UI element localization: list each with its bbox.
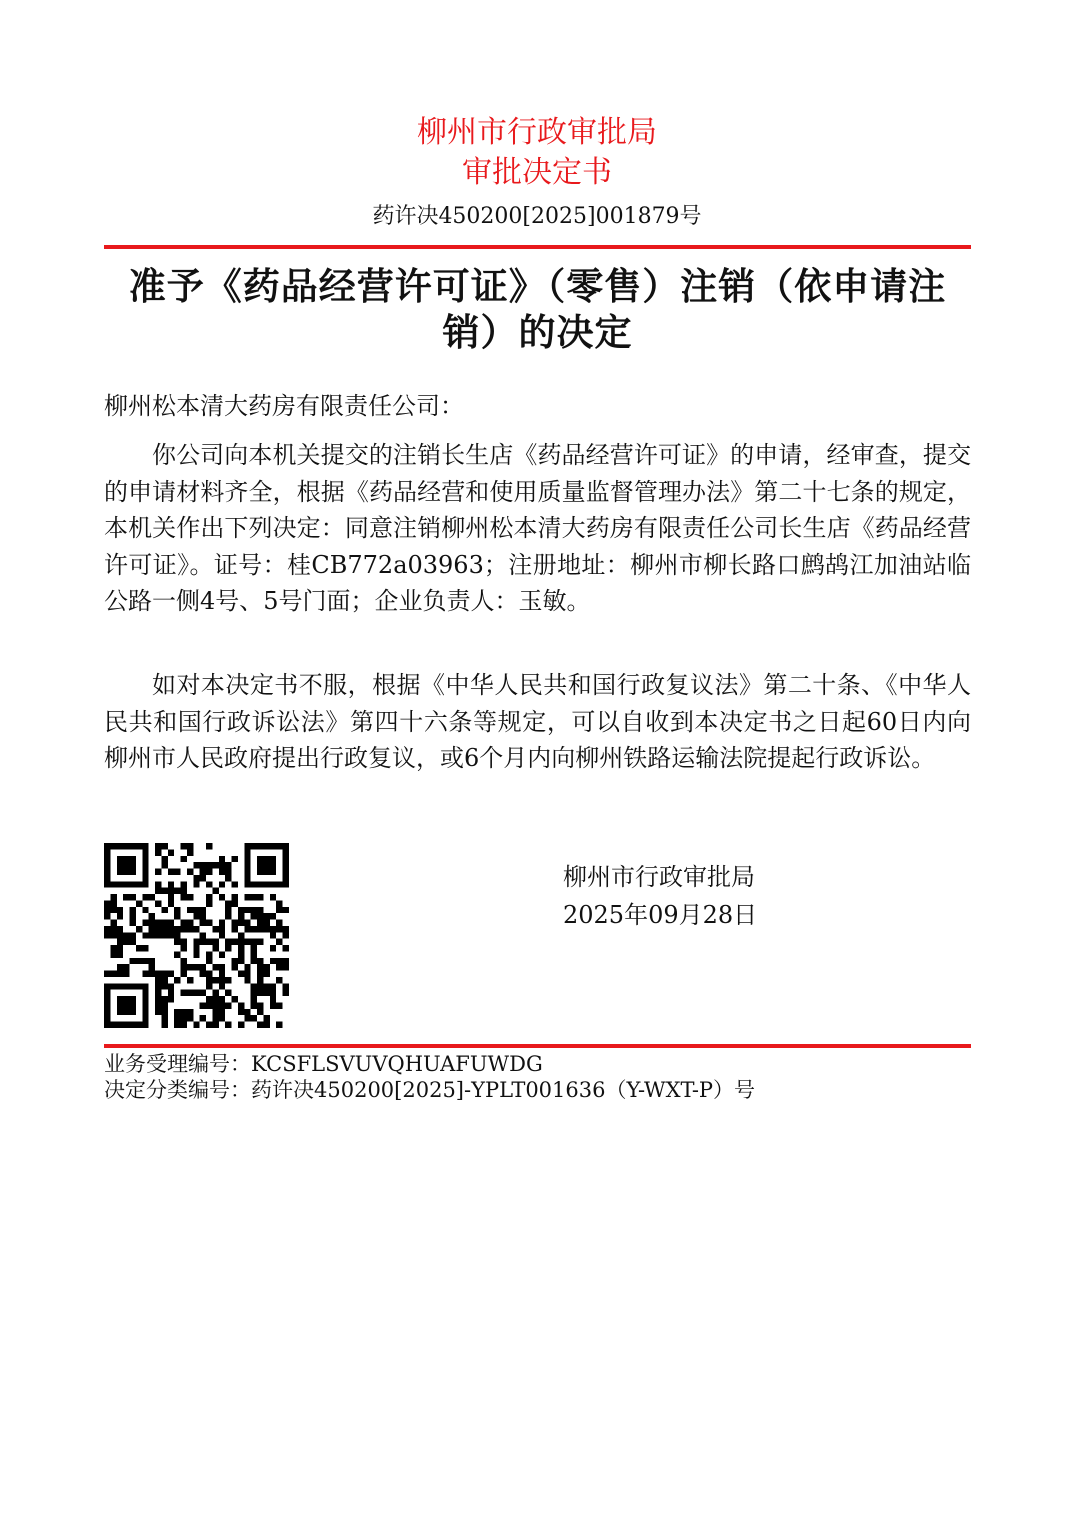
signing-authority: 柳州市行政审批局 [563,863,755,891]
document-type: 审批决定书 [462,155,612,190]
qr-code-icon[interactable] [104,843,289,1028]
body-paragraph-decision: 你公司向本机关提交的注销长生店《药品经营许可证》的申请，经审查，提交的申请材料齐全，根据《药品经营和使用质量监督管理办法》第二十七条的规定，本机关作出下列决定：同意注销柳州松本清大药房有限责任公司长生店《药品经营许可证》。证号：桂CB772a03963；注册地址：柳州市柳长路口鹧鸪江加油站临公路一侧4号、5号门面；企业负责人：玉敏。 [104,441,971,615]
issuing-authority: 柳州市行政审批局 [417,115,657,150]
signing-date: 2025年09月28日 [563,901,758,929]
top-red-divider [104,245,971,249]
decision-title: 准予《药品经营许可证》（零售）注销（依申请注销）的决定 [128,265,947,354]
business-acceptance-number: 业务受理编号：KCSFLSVUVQHUAFUWDG [104,1052,543,1076]
decision-classification-number: 决定分类编号：药许决450200[2025]-YPLT001636（Y-WXT-P）号 [104,1078,756,1102]
body-paragraph-appeal: 如对本决定书不服，根据《中华人民共和国行政复议法》第二十条、《中华人民共和国行政诉讼法》第四十六条等规定，可以自收到本决定书之日起60日内向柳州市人民政府提出行政复议，或6个月内向柳州铁路运输法院提起行政诉讼。 [104,671,971,772]
addressee: 柳州松本清大药房有限责任公司： [104,392,464,420]
bottom-red-divider [104,1044,971,1048]
document-number: 药许决450200[2025]001879号 [372,204,702,229]
